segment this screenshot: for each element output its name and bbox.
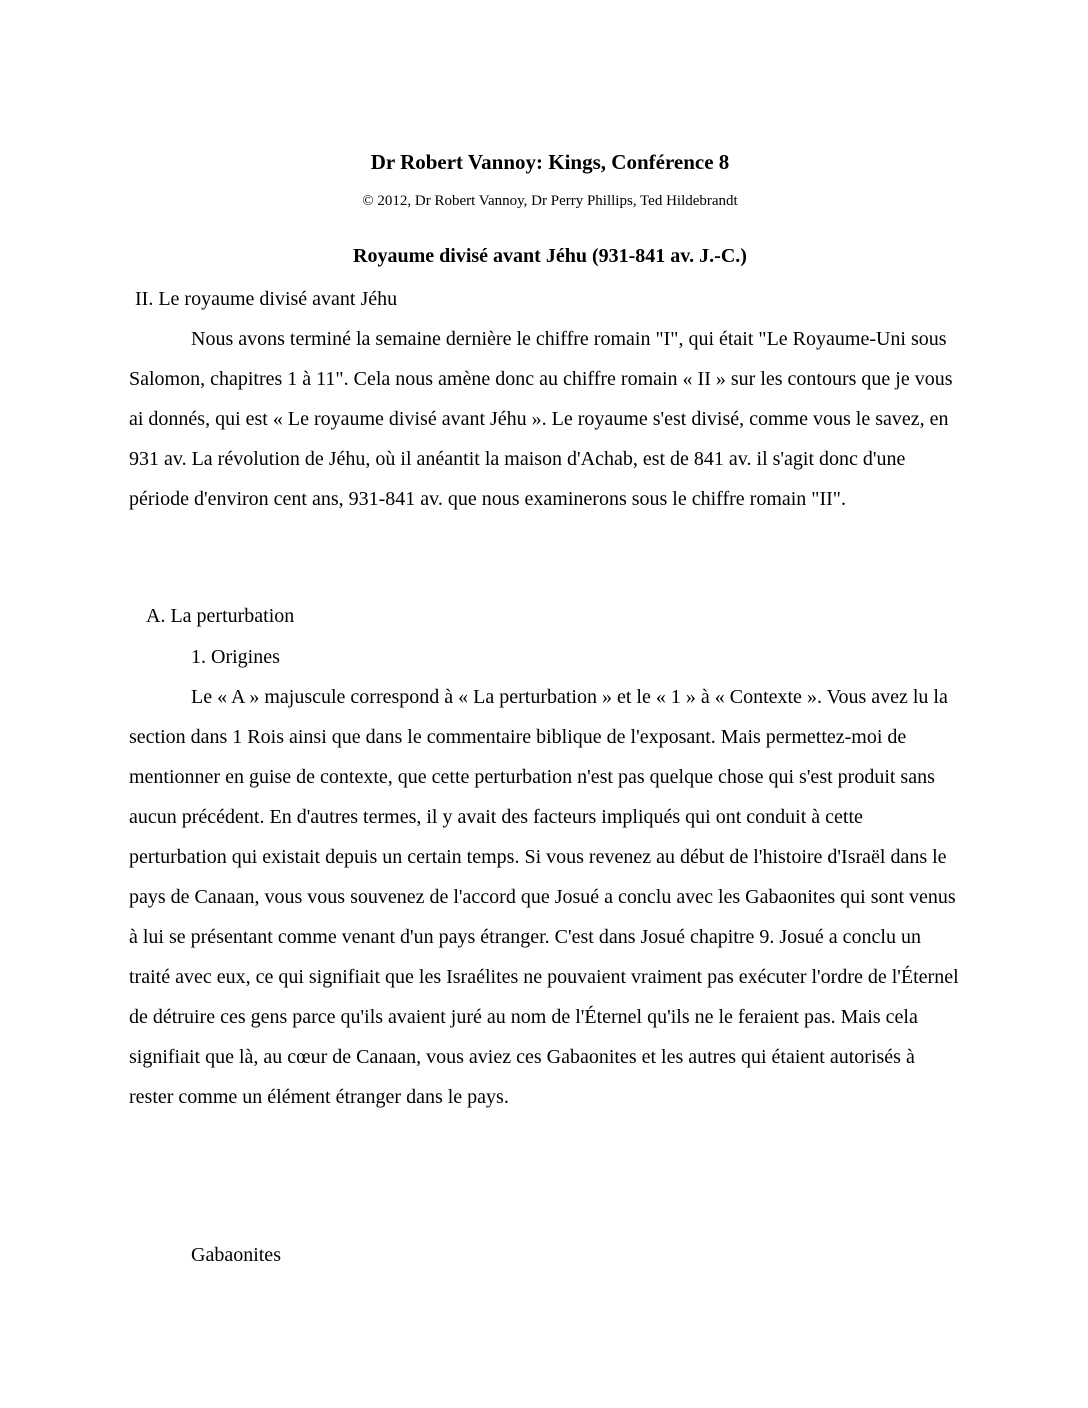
intro-paragraph: Nous avons terminé la semaine dernière le chiffre romain "I", qui était "Le Royaume-Uni sous Salomon, chapitres 1 à 11". Cela nous amène donc au chiffre romain « II » sur les contours que je vous ai donnés, qui est « Le royaume divisé avant Jéhu ». Le royaume s'est divisé, comme vous le savez, en 931 av. La révolution de Jéhu, où il anéantit la maison d'Achab, est de 841 av. il s'agit donc d'une période d'environ cent ans, 931-841 av. que nous examinerons sous le chiffre romain "II". [129, 328, 953, 510]
section-heading: II. Le royaume divisé avant Jéhu [135, 288, 398, 310]
document-title: Dr Robert Vannoy: Kings, Conférence 8 [370, 150, 730, 174]
body-paragraph: Le « A » majuscule correspond à « La perturbation » et le « 1 » à « Contexte ». Vous avez lu la section dans 1 Rois ainsi que dans le commentaire biblique de l'exposant. Mais permettez-moi de mentionner en guise de contexte, que cette perturbation n'est pas quelque chose qui s'est produit sans aucun précédent. En d'autres termes, il y avait des facteurs impliqués qui ont conduit à cette perturbation qui existait depuis un certain temps. Si vous revenez au début de l'histoire d'Israël dans le pays de Canaan, vous vous souvenez de l'accord que Josué a conclu avec les Gabaonites qui sont venus à lui se présentant comme venant d'un pays étranger. C'est dans Josué chapitre 9. Josué a conclu un traité avec eux, ce qui signifiait que les Israélites ne pouvaient vraiment pas exécuter l'ordre de l'Éternel de détruire ces gens parce qu'ils avaient juré au nom de l'Éternel qu'ils ne le feraient pas. Mais cela signifiait que là, au cœur de Canaan, vous aviez ces Gabaonites et les autres qui étaient autorisés à rester comme un élément étranger dans le pays. [129, 686, 959, 1108]
subsection-a-heading: A. La perturbation [146, 605, 295, 627]
gabaonites-heading: Gabaonites [191, 1244, 281, 1266]
subsection-1-heading: 1. Origines [191, 646, 280, 668]
lecture-subtitle: Royaume divisé avant Jéhu (931-841 av. J.-C.) [353, 245, 747, 267]
copyright-notice: © 2012, Dr Robert Vannoy, Dr Perry Phillips, Ted Hildebrandt [362, 193, 738, 209]
